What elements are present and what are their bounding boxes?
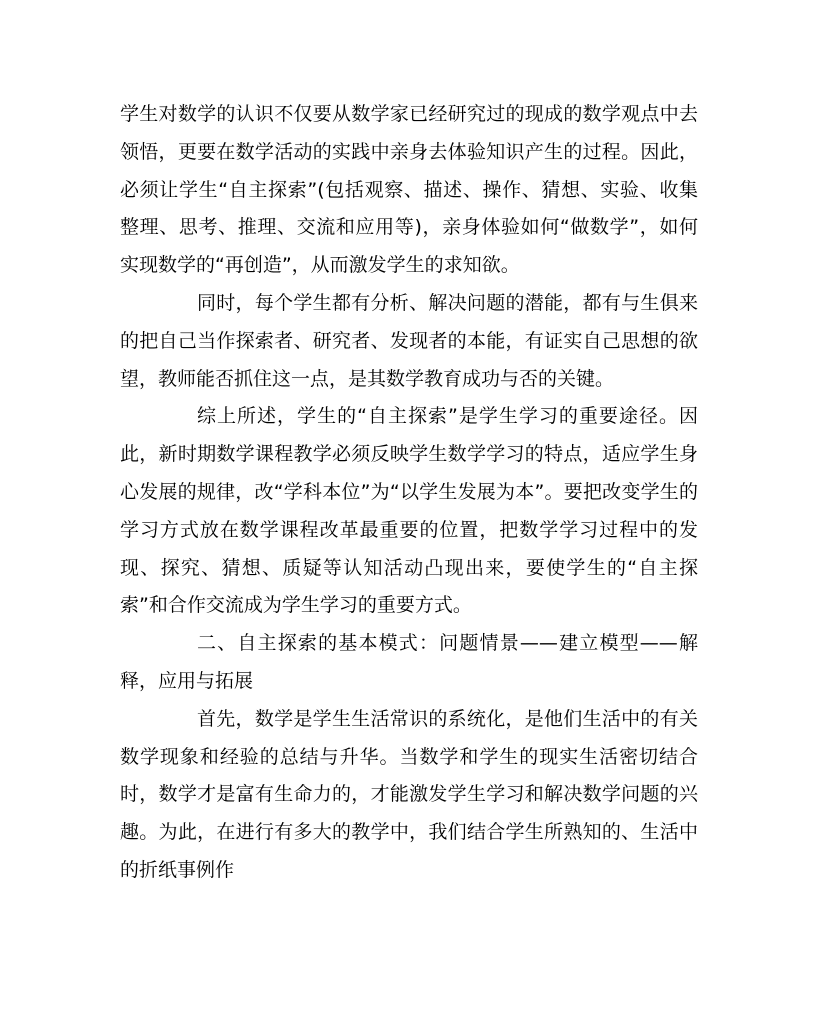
paragraph-summary: 综上所述，学生的“自主探索”是学生学习的重要途径。因此，新时期数学课程教学必须反映学生数学学习的特点，适应学生身心发展的规律，改“学科本位”为“以学生发展为本”。要把改变学生的学习方式放在数学课程改革最重要的位置，把数学学习过程中的发现、探究、猜想、质疑等认知活动凸现出来，要使学生的“自主探索”和合作交流成为学生学习的重要方式。: [120, 405, 698, 617]
paragraph-potential: 同时，每个学生都有分析、解决问题的潜能，都有与生俱来的把自己当作探索者、研究者、发现者的本能，有证实自己思想的欲望，教师能否抓住这一点，是其数学教育成功与否的关键。: [120, 291, 698, 390]
paragraph-first: 首先，数学是学生生活常识的系统化，是他们生活中的有关数学现象和经验的总结与升华。当数学和学生的现实生活密切结合时，数学才是富有生命力的，才能激发学生学习和解决数学问题的兴趣。为此，在进行有多大的教学中，我们结合学生所熟知的、生活中的折纸事例作: [120, 707, 698, 881]
section-heading-basic-mode: 二、自主探索的基本模式：问题情景——建立模型——解释，应用与拓展: [120, 632, 698, 692]
document-body: [120, 96, 698, 890]
paragraph-intro: 学生对数学的认识不仅要从数学家已经研究过的现成的数学观点中去领悟，更要在数学活动的实践中亲身去体验知识产生的过程。因此，必须让学生“自主探索”(包括观察、描述、操作、猜想、实验、收集整理、思考、推理、交流和应用等)，亲身体验如何“做数学”，如何实现数学的“再创造”，从而激发学生的求知欲。: [120, 103, 698, 277]
